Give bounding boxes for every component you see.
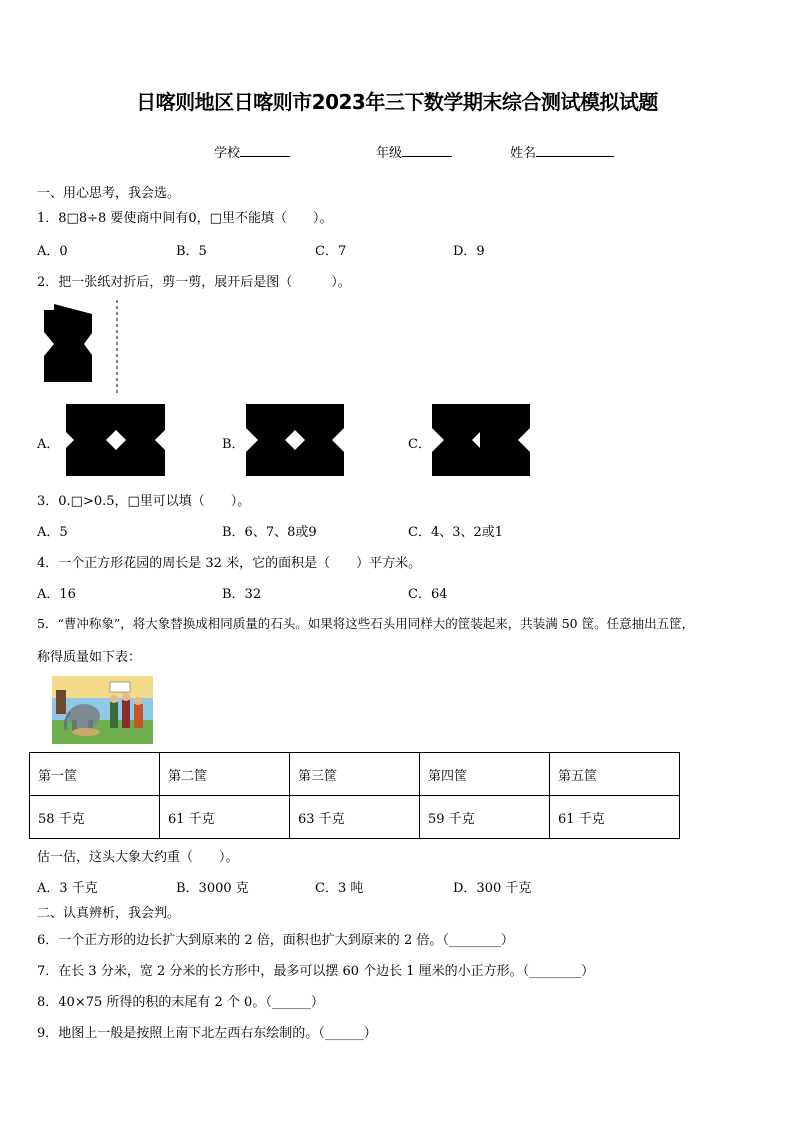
- grade-label: 年级: [376, 146, 403, 161]
- q2-option-b-label[interactable]: B．: [222, 437, 245, 452]
- table-cell: 59 千克: [420, 796, 550, 839]
- q2-option-c-label[interactable]: C．: [408, 437, 431, 452]
- q2-prompt: 2．把一张纸对折后，剪一剪，展开后是图（ ）。: [37, 275, 351, 290]
- grade-field: [376, 142, 452, 161]
- school-field: [214, 142, 290, 161]
- section2-heading: 二、认真辨析，我会判。: [37, 906, 181, 921]
- q8-statement: 8．40×75 所得的积的末尾有 2 个 0。（______）: [37, 995, 324, 1010]
- q2-option-b-figure[interactable]: [246, 404, 344, 476]
- table-cell: 63 千克: [290, 796, 420, 839]
- table-cell: 61 千克: [550, 796, 680, 839]
- q6-statement: 6．一个正方形的边长扩大到原来的 2 倍，面积也扩大到原来的 2 倍。（________）: [37, 933, 514, 948]
- q9-statement: 9．地图上一般是按照上南下北左西右东绘制的。（______）: [37, 1026, 377, 1041]
- school-blank[interactable]: [240, 143, 290, 157]
- school-label: 学校: [214, 146, 241, 161]
- q4-option-c[interactable]: C．64: [408, 587, 448, 602]
- q3-option-c[interactable]: C．4、3、2或1: [408, 525, 504, 540]
- name-label: 姓名: [510, 146, 537, 161]
- q3-option-a[interactable]: A．5: [37, 525, 68, 540]
- q5-prompt-cont: 称得质量如下表：: [37, 650, 142, 665]
- q5-option-b[interactable]: B．3000 克: [176, 881, 249, 896]
- q3-option-b[interactable]: B．6、7、8或9: [222, 525, 317, 540]
- q1-option-c[interactable]: C．7: [315, 244, 347, 259]
- name-blank[interactable]: [536, 143, 614, 157]
- q5-followup: 估一估，这头大象大约重（ ）。: [37, 850, 239, 865]
- table-header-cell: 第二筐: [160, 753, 290, 796]
- basket-mass-table: [29, 752, 680, 839]
- table-row: [30, 796, 680, 839]
- name-field: [510, 142, 614, 161]
- q1-option-a[interactable]: A．0: [37, 244, 68, 259]
- section1-heading: 一、用心思考，我会选。: [37, 186, 181, 201]
- q4-option-b[interactable]: B．32: [222, 587, 262, 602]
- table-header-cell: 第一筐: [30, 753, 160, 796]
- table-header-cell: 第四筐: [420, 753, 550, 796]
- q2-option-c-figure[interactable]: [432, 404, 530, 476]
- grade-blank[interactable]: [402, 143, 452, 157]
- q4-option-a[interactable]: A．16: [37, 587, 76, 602]
- page-title: 日喀则地区日喀则市2023年三下数学期末综合测试模拟试题: [136, 90, 658, 114]
- folded-paper-figure: [40, 300, 130, 395]
- q3-prompt: 3．0.□>0.5，□里可以填（ ）。: [37, 494, 251, 509]
- q2-option-a-label[interactable]: A．: [37, 437, 60, 452]
- q7-statement: 7．在长 3 分米，宽 2 分米的长方形中，最多可以摆 60 个边长 1 厘米的小正方形。（________）: [37, 964, 595, 979]
- q5-option-a[interactable]: A．3 千克: [37, 881, 98, 896]
- elephant-illustration: [52, 676, 153, 744]
- table-cell: 61 千克: [160, 796, 290, 839]
- q2-option-a-figure[interactable]: [66, 404, 165, 476]
- q1-option-d[interactable]: D．9: [453, 244, 485, 259]
- q1-prompt: 1．8□8÷8 要使商中间有0，□里不能填（ ）。: [37, 211, 333, 226]
- q5-option-c[interactable]: C．3 吨: [315, 881, 364, 896]
- table-cell: 58 千克: [30, 796, 160, 839]
- table-header-cell: 第三筐: [290, 753, 420, 796]
- table-header-cell: 第五筐: [550, 753, 680, 796]
- q5-option-d[interactable]: D．300 千克: [453, 881, 532, 896]
- q1-option-b[interactable]: B．5: [176, 244, 207, 259]
- q5-prompt: 5．“曹冲称象”，将大象替换成相同质量的石头。如果将这些石头用同样大的筐装起来，共装满 50 筐。任意抽出五筐，: [37, 616, 695, 631]
- table-header-row: [30, 753, 680, 796]
- q4-prompt: 4．一个正方形花园的周长是 32 米，它的面积是（ ）平方米。: [37, 556, 422, 571]
